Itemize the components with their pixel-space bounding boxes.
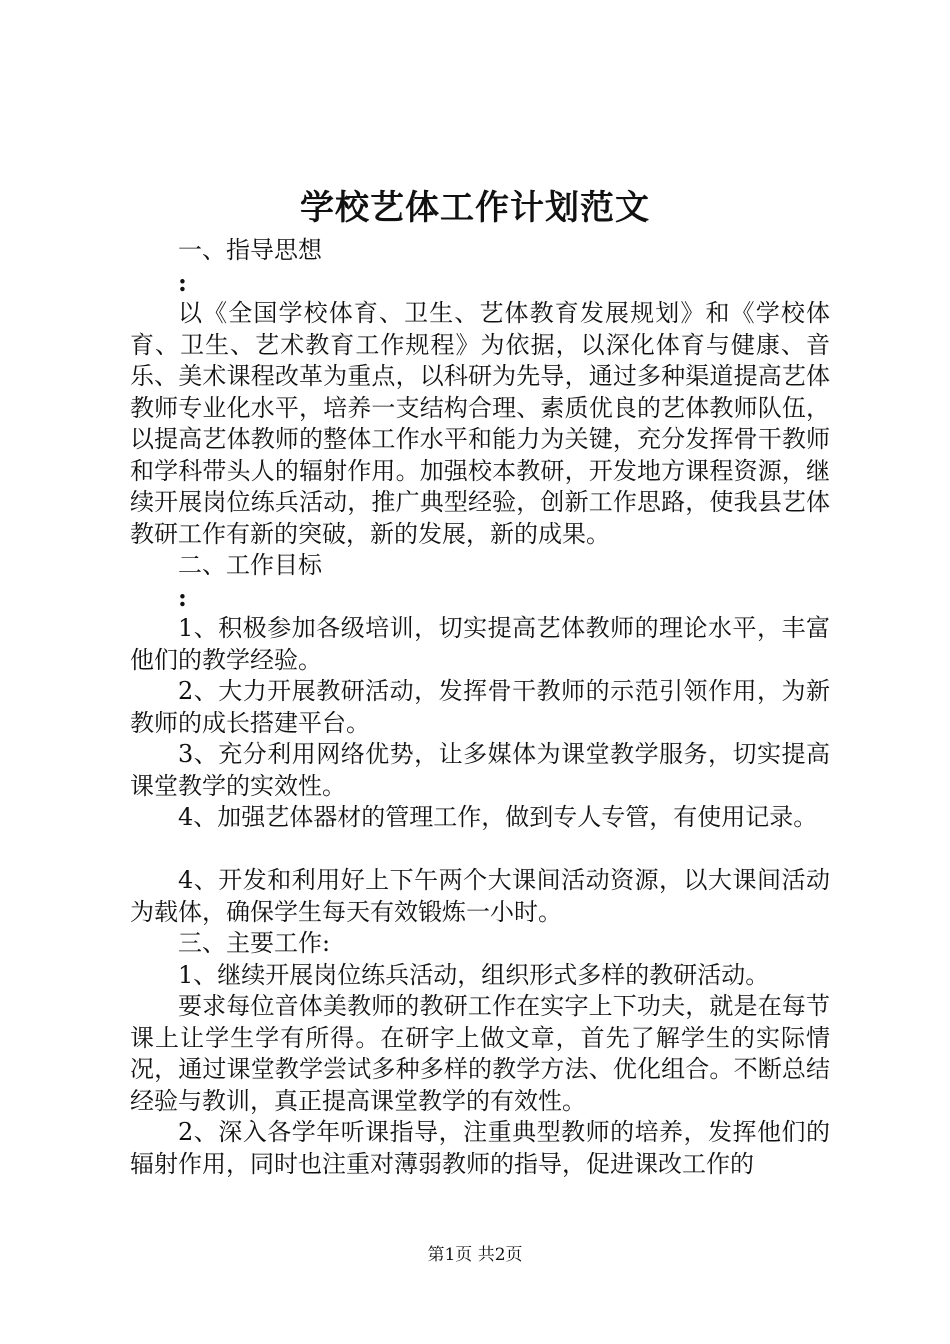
document-body	[130, 235, 830, 1180]
page-number-footer: 第1页 共2页	[427, 1245, 523, 1265]
goal-item-3: 3、充分利用网络优势，让多媒体为课堂教学服务，切实提高课堂教学的实效性。	[130, 740, 830, 800]
section-heading-guiding-thought: 一、指导思想	[178, 236, 322, 264]
goal-item-1: 1、积极参加各级培训，切实提高艺体教师的理论水平，丰富他们的教学经验。	[130, 614, 830, 674]
section-heading-main-work: 三、主要工作:	[178, 929, 331, 957]
document-title: 学校艺体工作计划范文	[300, 188, 650, 228]
main-work-item-1: 1、继续开展岗位练兵活动，组织形式多样的教研活动。	[178, 960, 770, 989]
paragraph-guiding-thought: 以《全国学校体育、卫生、艺体教育发展规划》和《学校体育、卫生、艺术教育工作规程》为依据，以深化体育与健康、音乐、美术课程改革为重点，以科研为先导，通过多种渠道提高艺体教师专业化水平，培养一支结构合理、素质优良的艺体教师队伍，以提高艺体教师的整体工作水平和能力为关键，充分发挥骨干教师和学科带头人的辐射作用。加强校本教研，开发地方课程资源，继续开展岗位练兵活动，推广典型经验，创新工作思路，使我县艺体教研工作有新的突破，新的发展，新的成果。	[130, 299, 830, 548]
section-colon: :	[178, 582, 187, 612]
main-work-item-1-detail: 要求每位音体美教师的教研工作在实字上下功夫，就是在每节课上让学生学有所得。在研字上做文章，首先了解学生的实际情况，通过课堂教学尝试多种多样的教学方法、优化组合。不断总结经验与教训，真正提高课堂教学的有效性。	[130, 992, 830, 1115]
main-work-item-2: 2、深入各学年听课指导，注重典型教师的培养，发挥他们的辐射作用，同时也注重对薄弱教师的指导，促进课改工作的	[130, 1118, 830, 1178]
section-heading-work-goals: 二、工作目标	[178, 551, 322, 579]
section-colon: :	[178, 267, 187, 297]
goal-item-2: 2、大力开展教研活动，发挥骨干教师的示范引领作用，为新教师的成长搭建平台。	[130, 677, 830, 737]
goal-item-4: 4、加强艺体器材的管理工作，做到专人专管，有使用记录。	[178, 803, 818, 831]
goal-item-5: 4、开发和利用好上下午两个大课间活动资源，以大课间活动为载体，确保学生每天有效锻炼一小时。	[130, 866, 830, 926]
blank-line	[130, 834, 830, 866]
